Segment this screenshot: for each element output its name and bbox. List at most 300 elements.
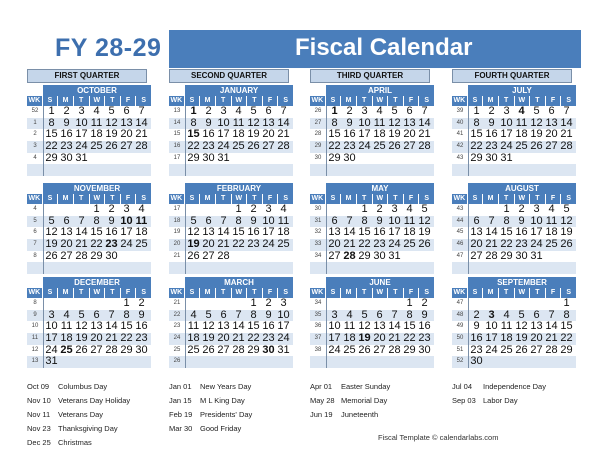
day-cell: 2 bbox=[63, 105, 70, 117]
day-cell bbox=[327, 164, 342, 176]
day-cell: 4 bbox=[548, 203, 555, 215]
day-cell: 5 bbox=[205, 308, 212, 321]
day-cell bbox=[231, 262, 246, 274]
holiday-item bbox=[452, 380, 546, 394]
day-cell: 3 bbox=[488, 308, 495, 321]
day-cell: 19 bbox=[75, 332, 88, 345]
day-cell: 12 bbox=[358, 320, 371, 333]
day-cell: 6 bbox=[93, 308, 100, 321]
month-name: APRIL bbox=[326, 85, 434, 96]
month-october bbox=[27, 85, 151, 176]
day-cell bbox=[544, 262, 559, 274]
day-cell bbox=[372, 356, 387, 368]
day-cell bbox=[276, 153, 291, 165]
week-number: 5 bbox=[27, 216, 44, 228]
weekday-label: W bbox=[90, 96, 106, 106]
day-cell: 22 bbox=[232, 238, 245, 251]
day-cell: 28 bbox=[388, 343, 401, 356]
week-number: 36 bbox=[310, 321, 327, 333]
month-name: JUNE bbox=[326, 277, 434, 288]
week-number: 38 bbox=[310, 345, 327, 357]
weekday-label: WK bbox=[169, 288, 185, 298]
day-cell: 31 bbox=[277, 343, 290, 356]
week-number: 11 bbox=[27, 333, 44, 345]
day-cell: 17 bbox=[120, 226, 133, 239]
week-number: 12 bbox=[27, 345, 44, 357]
weekday-label: T bbox=[530, 96, 546, 106]
day-cell: 3 bbox=[533, 203, 540, 215]
day-cell: 31 bbox=[217, 151, 230, 164]
day-cell: 27 bbox=[120, 140, 133, 153]
month-name: JULY bbox=[468, 85, 576, 96]
day-cell: 24 bbox=[217, 140, 230, 153]
day-cell: 13 bbox=[328, 226, 341, 239]
day-cell: 30 bbox=[105, 249, 118, 262]
weekday-label: F bbox=[263, 194, 279, 204]
week-row bbox=[452, 262, 576, 274]
day-cell: 11 bbox=[343, 320, 356, 333]
day-cell: 8 bbox=[93, 214, 100, 227]
week-number bbox=[452, 262, 469, 274]
day-cell: 30 bbox=[262, 343, 275, 356]
weekday-label: W bbox=[232, 194, 248, 204]
day-cell: 8 bbox=[48, 116, 55, 129]
day-cell: 30 bbox=[418, 343, 431, 356]
day-cell: 2 bbox=[265, 297, 272, 309]
day-cell: 24 bbox=[120, 238, 133, 251]
week-row bbox=[169, 164, 293, 176]
day-cell: 4 bbox=[138, 203, 145, 215]
day-cell: 31 bbox=[45, 355, 58, 368]
day-cell bbox=[231, 251, 246, 263]
day-cell: 14 bbox=[135, 116, 148, 129]
weekday-label: T bbox=[74, 96, 90, 106]
weekday-label: T bbox=[105, 194, 121, 204]
weekday-label: WK bbox=[169, 194, 185, 204]
day-cell bbox=[74, 204, 89, 216]
day-cell bbox=[74, 356, 89, 368]
day-cell bbox=[559, 251, 574, 263]
week-row bbox=[27, 251, 151, 263]
day-cell: 26 bbox=[418, 238, 431, 251]
weekday-label: S bbox=[468, 96, 484, 106]
day-cell: 14 bbox=[217, 226, 230, 239]
weekday-label: S bbox=[566, 97, 572, 104]
day-cell: 26 bbox=[515, 343, 528, 356]
week-row bbox=[310, 164, 434, 176]
day-cell: 23 bbox=[418, 332, 431, 345]
day-cell: 21 bbox=[343, 238, 356, 251]
day-cell bbox=[104, 356, 119, 368]
day-cell bbox=[357, 153, 372, 165]
day-cell bbox=[89, 356, 104, 368]
day-cell: 9 bbox=[250, 214, 257, 227]
weekday-header bbox=[27, 288, 151, 298]
day-cell: 13 bbox=[530, 320, 543, 333]
week-row bbox=[310, 239, 434, 251]
day-cell: 11 bbox=[545, 214, 558, 227]
day-cell: 16 bbox=[135, 320, 148, 333]
day-cell bbox=[119, 356, 134, 368]
month-february bbox=[169, 183, 293, 274]
day-cell bbox=[186, 298, 201, 310]
day-cell bbox=[357, 298, 372, 310]
day-cell: 30 bbox=[343, 151, 356, 164]
day-cell bbox=[261, 153, 276, 165]
day-cell bbox=[327, 262, 342, 274]
day-cell bbox=[119, 153, 134, 165]
month-november bbox=[27, 183, 151, 274]
day-cell: 7 bbox=[488, 214, 495, 227]
day-cell: 29 bbox=[403, 343, 416, 356]
day-cell bbox=[544, 164, 559, 176]
day-cell: 24 bbox=[45, 343, 58, 356]
day-cell: 9 bbox=[138, 308, 145, 321]
week-number: 51 bbox=[452, 345, 469, 357]
day-cell: 7 bbox=[563, 105, 570, 117]
week-number: 20 bbox=[169, 239, 186, 251]
day-cell: 22 bbox=[328, 140, 341, 153]
week-number: 10 bbox=[27, 321, 44, 333]
day-cell: 27 bbox=[262, 140, 275, 153]
day-cell bbox=[372, 298, 387, 310]
holiday-list-q3 bbox=[310, 380, 390, 422]
week-row bbox=[452, 141, 576, 153]
day-cell: 16 bbox=[470, 332, 483, 345]
week-row bbox=[169, 106, 293, 118]
weekday-label: T bbox=[499, 96, 515, 106]
weekday-label: S bbox=[566, 195, 572, 202]
day-cell: 21 bbox=[418, 128, 431, 141]
day-cell: 23 bbox=[515, 238, 528, 251]
day-cell: 22 bbox=[247, 332, 260, 345]
week-row bbox=[169, 153, 293, 165]
day-cell: 15 bbox=[232, 226, 245, 239]
day-cell: 15 bbox=[328, 128, 341, 141]
holiday-name: Easter Sunday bbox=[341, 382, 391, 391]
holiday-item bbox=[169, 394, 252, 408]
day-cell: 25 bbox=[515, 140, 528, 153]
weekday-label: F bbox=[546, 194, 562, 204]
day-cell bbox=[134, 251, 149, 263]
day-cell: 15 bbox=[500, 226, 513, 239]
week-row bbox=[169, 239, 293, 251]
weekday-label: WK bbox=[310, 96, 326, 106]
day-cell: 22 bbox=[120, 332, 133, 345]
day-cell: 28 bbox=[75, 249, 88, 262]
weekday-label: F bbox=[404, 288, 420, 298]
day-cell: 12 bbox=[45, 226, 58, 239]
day-cell: 23 bbox=[262, 332, 275, 345]
weekday-label: WK bbox=[27, 96, 43, 106]
day-cell: 26 bbox=[530, 140, 543, 153]
day-cell: 23 bbox=[135, 332, 148, 345]
holiday-item bbox=[310, 408, 390, 422]
month-name: AUGUST bbox=[468, 183, 576, 194]
day-cell: 19 bbox=[530, 128, 543, 141]
day-cell: 3 bbox=[123, 203, 130, 215]
week-number: 29 bbox=[310, 141, 327, 153]
week-row bbox=[27, 333, 151, 345]
weekday-label: WK bbox=[169, 96, 185, 106]
weekday-label: M bbox=[200, 194, 216, 204]
day-cell: 31 bbox=[75, 151, 88, 164]
day-cell: 2 bbox=[108, 203, 115, 215]
weekday-label: WK bbox=[452, 194, 468, 204]
holiday-name: Thanksgiving Day bbox=[58, 424, 118, 433]
day-cell: 7 bbox=[346, 214, 353, 227]
day-cell: 22 bbox=[470, 140, 483, 153]
day-cell: 20 bbox=[262, 128, 275, 141]
weekday-header bbox=[169, 96, 293, 106]
day-cell bbox=[529, 164, 544, 176]
day-cell: 2 bbox=[421, 297, 428, 309]
holiday-name: New Years Day bbox=[200, 382, 252, 391]
weekday-header bbox=[27, 96, 151, 106]
weekday-label: S bbox=[185, 288, 201, 298]
day-cell: 19 bbox=[560, 226, 573, 239]
day-cell bbox=[216, 164, 231, 176]
day-cell bbox=[246, 356, 261, 368]
week-row bbox=[27, 356, 151, 368]
day-cell bbox=[231, 356, 246, 368]
day-cell: 10 bbox=[358, 116, 371, 129]
day-cell: 23 bbox=[105, 238, 118, 251]
day-cell: 1 bbox=[331, 105, 338, 117]
day-cell: 19 bbox=[515, 332, 528, 345]
day-cell bbox=[246, 251, 261, 263]
day-cell: 19 bbox=[388, 128, 401, 141]
day-cell: 23 bbox=[202, 140, 215, 153]
day-cell: 12 bbox=[247, 116, 260, 129]
day-cell: 15 bbox=[403, 320, 416, 333]
holiday-item bbox=[27, 394, 130, 408]
day-cell bbox=[417, 164, 432, 176]
weekday-label: S bbox=[326, 194, 342, 204]
day-cell: 21 bbox=[232, 332, 245, 345]
holiday-list-q2 bbox=[169, 380, 252, 436]
day-cell: 19 bbox=[45, 238, 58, 251]
day-cell bbox=[357, 262, 372, 274]
weekday-label: F bbox=[546, 96, 562, 106]
day-cell: 5 bbox=[48, 214, 55, 227]
holiday-name: Presidents' Day bbox=[200, 410, 253, 419]
day-cell: 28 bbox=[343, 249, 356, 262]
day-cell: 8 bbox=[503, 214, 510, 227]
week-number: 22 bbox=[169, 310, 186, 322]
week-row bbox=[452, 251, 576, 263]
day-cell: 4 bbox=[63, 308, 70, 321]
week-number bbox=[452, 164, 469, 176]
day-cell: 10 bbox=[120, 214, 133, 227]
day-cell: 25 bbox=[90, 140, 103, 153]
day-cell: 9 bbox=[108, 214, 115, 227]
day-cell: 15 bbox=[560, 320, 573, 333]
week-row bbox=[169, 333, 293, 345]
holiday-date: Oct 09 bbox=[27, 382, 50, 391]
day-cell: 10 bbox=[75, 116, 88, 129]
weekday-label: S bbox=[326, 96, 342, 106]
day-cell: 12 bbox=[187, 226, 200, 239]
month-may bbox=[310, 183, 434, 274]
day-cell: 11 bbox=[500, 320, 513, 333]
day-cell bbox=[246, 153, 261, 165]
week-number: 45 bbox=[452, 227, 469, 239]
week-row bbox=[27, 141, 151, 153]
week-row bbox=[310, 333, 434, 345]
weekday-header bbox=[169, 194, 293, 204]
day-cell: 31 bbox=[530, 249, 543, 262]
day-cell: 20 bbox=[90, 332, 103, 345]
weekday-label: S bbox=[43, 96, 59, 106]
day-cell: 20 bbox=[530, 332, 543, 345]
week-number: 26 bbox=[310, 106, 327, 118]
day-cell bbox=[261, 251, 276, 263]
day-cell: 29 bbox=[45, 151, 58, 164]
day-cell: 9 bbox=[488, 116, 495, 129]
day-cell: 9 bbox=[518, 214, 525, 227]
day-cell: 23 bbox=[343, 140, 356, 153]
day-cell: 21 bbox=[485, 238, 498, 251]
weekday-label: M bbox=[483, 288, 499, 298]
day-cell bbox=[44, 298, 59, 310]
quarter-label-4: FOURTH QUARTER bbox=[452, 69, 572, 83]
page-title: Fiscal Calendar bbox=[295, 34, 473, 61]
day-cell: 1 bbox=[235, 203, 242, 215]
week-number: 13 bbox=[27, 356, 44, 368]
day-cell bbox=[417, 153, 432, 165]
day-cell: 25 bbox=[500, 343, 513, 356]
week-row bbox=[310, 356, 434, 368]
weekday-label: S bbox=[468, 194, 484, 204]
day-cell: 26 bbox=[247, 140, 260, 153]
day-cell: 20 bbox=[217, 332, 230, 345]
day-cell bbox=[276, 356, 291, 368]
holiday-name: Veterans Day bbox=[58, 410, 104, 419]
day-cell: 28 bbox=[217, 249, 230, 262]
day-cell: 17 bbox=[500, 128, 513, 141]
holiday-date: Jan 01 bbox=[169, 382, 192, 391]
day-cell: 14 bbox=[418, 116, 431, 129]
day-cell: 31 bbox=[388, 249, 401, 262]
day-cell bbox=[231, 298, 246, 310]
day-cell: 29 bbox=[328, 151, 341, 164]
day-cell: 22 bbox=[187, 140, 200, 153]
holiday-item bbox=[27, 380, 130, 394]
day-cell: 2 bbox=[488, 105, 495, 117]
day-cell: 14 bbox=[545, 320, 558, 333]
day-cell bbox=[402, 164, 417, 176]
holiday-date: Jan 15 bbox=[169, 396, 192, 405]
weekday-label: T bbox=[357, 96, 373, 106]
day-cell: 3 bbox=[265, 203, 272, 215]
day-cell: 15 bbox=[187, 128, 200, 141]
day-cell bbox=[246, 262, 261, 274]
week-number: 13 bbox=[169, 106, 186, 118]
day-cell bbox=[372, 153, 387, 165]
day-cell bbox=[216, 204, 231, 216]
day-cell: 8 bbox=[190, 116, 197, 129]
day-cell: 18 bbox=[135, 226, 148, 239]
week-number: 27 bbox=[310, 118, 327, 130]
month-march bbox=[169, 277, 293, 368]
month-name: OCTOBER bbox=[43, 85, 151, 96]
day-cell bbox=[276, 164, 291, 176]
day-cell: 3 bbox=[503, 105, 510, 117]
day-cell: 17 bbox=[388, 226, 401, 239]
day-cell: 13 bbox=[470, 226, 483, 239]
day-cell: 9 bbox=[205, 116, 212, 129]
quarter-label-3: THIRD QUARTER bbox=[310, 69, 430, 83]
day-cell: 24 bbox=[500, 140, 513, 153]
day-cell: 3 bbox=[331, 308, 338, 321]
week-number: 35 bbox=[310, 310, 327, 322]
weekday-label: M bbox=[341, 288, 357, 298]
day-cell bbox=[216, 356, 231, 368]
day-cell: 20 bbox=[120, 128, 133, 141]
day-cell: 20 bbox=[545, 128, 558, 141]
weekday-label: M bbox=[58, 96, 74, 106]
day-cell: 3 bbox=[48, 308, 55, 321]
week-number bbox=[310, 262, 327, 274]
day-cell: 1 bbox=[563, 297, 570, 309]
footer-credit: Fiscal Template © calendarlabs.com bbox=[378, 433, 499, 442]
day-cell bbox=[216, 298, 231, 310]
day-cell: 1 bbox=[473, 105, 480, 117]
day-cell: 20 bbox=[403, 128, 416, 141]
day-cell bbox=[231, 164, 246, 176]
day-cell: 27 bbox=[217, 343, 230, 356]
week-number: 17 bbox=[169, 153, 186, 165]
weekday-label: T bbox=[247, 194, 263, 204]
quarter-label-1: FIRST QUARTER bbox=[27, 69, 147, 83]
day-cell: 17 bbox=[277, 320, 290, 333]
weekday-label: W bbox=[90, 288, 106, 298]
day-cell bbox=[44, 204, 59, 216]
day-cell: 18 bbox=[277, 226, 290, 239]
day-cell: 18 bbox=[343, 332, 356, 345]
day-cell bbox=[119, 251, 134, 263]
day-cell bbox=[201, 204, 216, 216]
weekday-label: F bbox=[121, 288, 137, 298]
day-cell bbox=[74, 164, 89, 176]
day-cell: 27 bbox=[403, 140, 416, 153]
holiday-date: Sep 03 bbox=[452, 396, 476, 405]
day-cell: 3 bbox=[78, 105, 85, 117]
weekday-label: T bbox=[216, 288, 232, 298]
weekday-label: T bbox=[530, 288, 546, 298]
month-name: DECEMBER bbox=[43, 277, 151, 288]
day-cell: 15 bbox=[45, 128, 58, 141]
day-cell bbox=[402, 262, 417, 274]
holiday-name: Memorial Day bbox=[341, 396, 388, 405]
week-row bbox=[169, 204, 293, 216]
day-cell bbox=[357, 164, 372, 176]
day-cell: 19 bbox=[358, 332, 371, 345]
day-cell bbox=[514, 262, 529, 274]
week-row bbox=[27, 298, 151, 310]
day-cell: 16 bbox=[247, 226, 260, 239]
day-cell: 22 bbox=[560, 332, 573, 345]
week-number: 52 bbox=[452, 356, 469, 368]
day-cell: 3 bbox=[361, 105, 368, 117]
day-cell: 20 bbox=[202, 238, 215, 251]
month-april bbox=[310, 85, 434, 176]
week-row bbox=[310, 106, 434, 118]
day-cell bbox=[417, 356, 432, 368]
weekday-label: S bbox=[424, 97, 430, 104]
weekday-label: S bbox=[326, 288, 342, 298]
